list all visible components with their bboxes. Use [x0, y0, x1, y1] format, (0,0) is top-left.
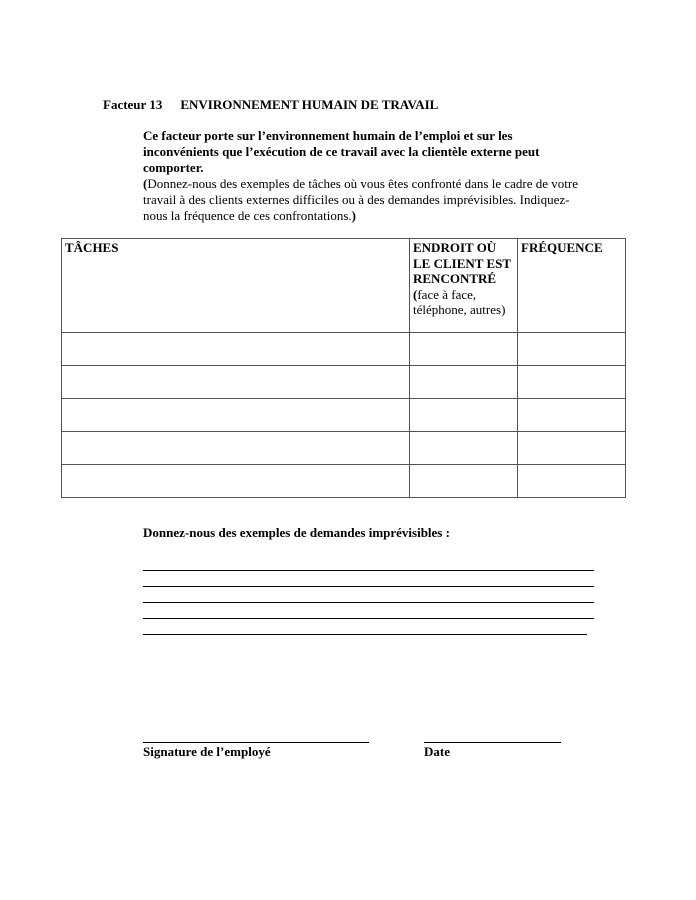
paren-open: ( — [143, 176, 148, 191]
date-label: Date — [424, 744, 450, 759]
table-row — [62, 465, 626, 498]
factor-title: ENVIRONNEMENT HUMAIN DE TRAVAIL — [180, 97, 439, 112]
table-row — [62, 399, 626, 432]
location-cell[interactable] — [410, 399, 518, 432]
frequency-cell[interactable] — [518, 333, 626, 366]
answer-line[interactable] — [143, 634, 587, 635]
factor-description — [143, 128, 583, 224]
factor-summary: Ce facteur porte sur l’environnement humain de l’emploi et sur les inconvénients que l’exécution de ce travail avec la clientèle externe peut comporter. — [143, 128, 540, 175]
instructions-text: Donnez-nous des exemples de tâches où vous êtes confronté dans le cadre de votre travail à des clients externes difficiles ou à des demandes imprévisibles. Indiquez-nous la fréquence de ces confrontations. — [143, 176, 578, 223]
frequency-cell[interactable] — [518, 366, 626, 399]
paren-close: ) — [351, 208, 356, 223]
tasks-table — [61, 238, 626, 498]
table-row — [62, 432, 626, 465]
location-paren: ( — [413, 286, 418, 302]
location-cell[interactable] — [410, 432, 518, 465]
frequency-cell[interactable] — [518, 399, 626, 432]
table-row — [62, 333, 626, 366]
factor-instructions — [143, 176, 583, 224]
location-cell[interactable] — [410, 366, 518, 399]
column-header-tasks: TÂCHES — [62, 239, 410, 333]
location-title: ENDROIT OÙ LE CLIENT EST RENCONTRÉ — [413, 240, 511, 286]
task-cell[interactable] — [62, 465, 410, 498]
location-cell[interactable] — [410, 333, 518, 366]
frequency-cell[interactable] — [518, 432, 626, 465]
column-header-location — [410, 239, 518, 333]
factor-number: Facteur 13 — [103, 97, 163, 112]
task-cell[interactable] — [62, 366, 410, 399]
task-cell[interactable] — [62, 333, 410, 366]
task-cell[interactable] — [62, 399, 410, 432]
factor-header — [103, 97, 438, 113]
frequency-cell[interactable] — [518, 465, 626, 498]
location-note: face à face, téléphone, autres) — [413, 286, 506, 317]
location-cell[interactable] — [410, 465, 518, 498]
column-header-frequency: FRÉQUENCE — [518, 239, 626, 333]
table-header-row — [62, 239, 626, 333]
table-row — [62, 366, 626, 399]
answer-line[interactable] — [143, 586, 594, 587]
answer-line[interactable] — [143, 618, 594, 619]
task-cell[interactable] — [62, 432, 410, 465]
signature-line[interactable] — [143, 742, 369, 743]
unpredictable-demands-label: Donnez-nous des exemples de demandes imprévisibles : — [143, 525, 450, 540]
date-line[interactable] — [424, 742, 561, 743]
signature-label: Signature de l’employé — [143, 744, 271, 759]
answer-line[interactable] — [143, 570, 594, 571]
answer-line[interactable] — [143, 602, 594, 603]
